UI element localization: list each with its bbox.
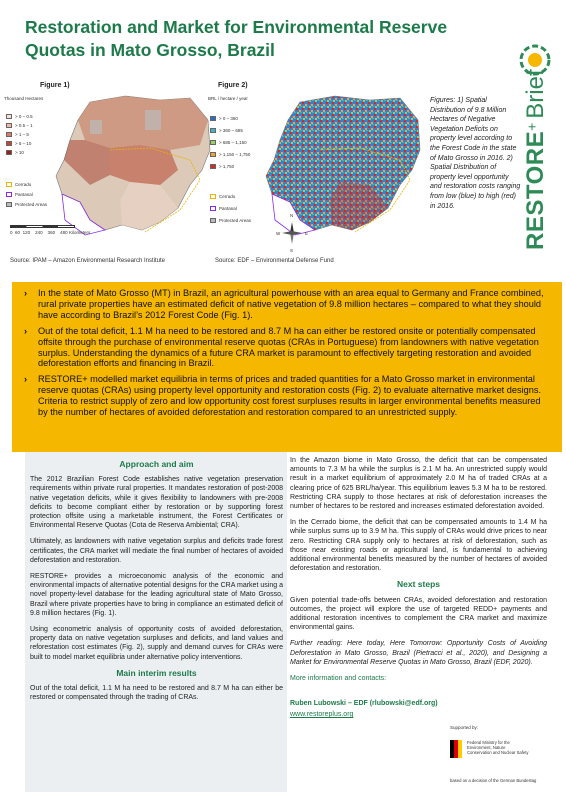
key-message-1: › In the state of Mato Grosso (MT) in Brazil, an agricultural powerhouse with an area equal to Germany and France combined, rural private properties have an estimated deficit of native vegetation of 9.8 million hectares – compared to what they should have according to Brazil’s 2012 Forest Code (Fig. 1).	[24, 288, 544, 320]
approach-para-2: Ultimately, as landowners with native vegetation surplus and deficits trade forest certificates, the CRA market will mediate the final number of hectares of avoided deforestation and restoration.	[30, 538, 283, 564]
fig2-legend-cerrado: Cerrado	[210, 194, 235, 199]
website-link[interactable]: www.restoreplus.org	[290, 711, 354, 719]
bmu-logo	[450, 740, 530, 758]
key-messages-box	[12, 282, 562, 452]
further-reading: Further reading: Here today, Here Tomorrow: Opportunity Costs of Avoiding Deforestation in Mato Grosso, Brazil (Pietracci et al., 2020), and Designing a Market for Environmental Reserve Quotas in Mato Grosso, Brazil (EDF, 2020).	[290, 640, 547, 666]
fig1-legend-3: > 1 – 5	[6, 132, 29, 137]
approach-para-1: The 2012 Brazilian Forest Code establishes native vegetation preservation requirements within private rural properties. It mandates restoration of post-2008 native vegetation deficits, while it gives flexibility to landowners with pre-2008 deficits to become compliant either by restoration or by supporting forest protection offsite using a marketable instrument, the Forest Certificates or Environmental Reserve Quotas (Cota de Reserva Ambiental; CRA).	[30, 476, 283, 530]
figure1-source: Source: IPAM – Amazon Environmental Research Institute	[10, 258, 165, 264]
fig1-legend-1: > 0 – 0.5	[6, 114, 33, 119]
bmu-text: Federal Ministry for the Environment, Nature Conservation and Nuclear Safety	[467, 740, 529, 755]
federal-eagle-icon	[450, 740, 464, 758]
bundestag-note: based on a decision of the German Bundestag	[450, 778, 537, 783]
figure2-source: Source: EDF – Environmental Defense Fund	[215, 258, 334, 264]
brand-name: RESTORE	[522, 130, 549, 250]
compass-n: N	[290, 213, 294, 218]
results-heading: Main interim results	[116, 667, 197, 678]
compass-s: S	[290, 248, 294, 253]
fig2-legend-4: > 1,150 – 1,750	[210, 152, 250, 157]
right-column	[290, 456, 547, 720]
compass-icon	[280, 218, 304, 248]
next-steps-para: Given potential trade-offs between CRAs, avoided deforestation and restoration outcomes, the project will explore the use of targeted REDD+ payments and additional restoration incentives to complement the CRA market and maximize environmental gains.	[290, 596, 547, 632]
page-title: Restoration and Market for Environmental Reserve Quotas in Mato Grosso, Brazil	[25, 17, 448, 60]
fig1-legend-5: > 10	[6, 150, 24, 155]
next-steps-heading: Next steps	[397, 579, 440, 590]
chevron-right-icon: ›	[24, 374, 28, 385]
compass-w: W	[276, 231, 281, 236]
cerrado-para: In the Cerrado biome, the deficit that can be compensated amounts to 1.4 M ha while surplus sums up to 3.9 M ha. This supply of CRAs would drive prices to near zero. Restricting CRA supply only to hectares at risk of deforestation, such as those near existing roads or agricultural land, is fundamental to achieving additional environmental benefits measured by the number of hectares of avoided deforestation and restoration.	[290, 519, 547, 573]
fig2-legend-5: > 1,750	[210, 164, 234, 169]
figure2-label: Figure 2)	[218, 82, 248, 89]
fig1-scale: 0 60 120 240 360 480 Kilometers	[10, 230, 91, 235]
approach-heading: Approach and aim	[119, 459, 194, 469]
key-message-3: › RESTORE+ modelled market equilibria in terms of prices and traded quantities for a Mato Grosso market in environmental reserve quotas (CRAs) using property level opportunity and restoration costs (Fig. 2) to evaluate alternative market designs. Criteria to restrict supply of zero and low opportunity cost forest surpluses results in larger environmental benefits measured by the number of hectares of avoided deforestation and restoration compared to an unrestricted supply.	[24, 374, 542, 418]
fig2-legend-protected: Protected Areas	[210, 218, 251, 223]
supported-by-label: Supported by:	[450, 725, 479, 730]
approach-para-4: Using econometric analysis of opportunity costs of avoided deforestation, property data on native vegetation surpluses and deficits, and land values and reforestation cost estimates (Fig. 2), supply and demand curves for CRAs were built to model market equilibria under alternative policy interventions.	[30, 626, 283, 661]
fig1-legend-4: > 5 – 10	[6, 141, 31, 146]
compass-e: E	[305, 231, 309, 236]
figure1-unit: Thousand Hectares	[4, 96, 44, 101]
contact-name[interactable]: Ruben Lubowski – EDF (rlubowski@edf.org)	[290, 700, 438, 708]
fig1-legend-cerrado: Cerrado	[6, 182, 31, 187]
fig2-legend-pantanal: Pantanal	[210, 206, 237, 211]
contact-title: More information and contacts:	[290, 675, 387, 683]
fig2-legend-1: > 0 – 360	[210, 116, 238, 121]
fig2-legend-2: > 360 – 685	[210, 128, 243, 133]
brand-plus: +	[523, 122, 540, 131]
figures-caption: Figures: 1) Spatial Distribution of 9.8 Million Hectares of Negative Vegetation Deficits on property level according to the Forest Code in the state of Mato Grosso in 2016. 2) Spatial Distribution of property level opportunity and restoration costs ranging from low (blue) to high (red) in 2016.	[430, 97, 521, 210]
figure1-label: Figure 1)	[40, 82, 70, 89]
left-column	[30, 456, 283, 709]
amazon-para: In the Amazon biome in Mato Grosso, the deficit that can be compensated amounts to 7.3 M ha while the surplus is 2.1 M ha. An unrestricted supply would result in a market equilibrium of approximately 2.0 M ha of traded CRAs at a clearing price of 625 BRL/ha/year. This equilibrium leaves 5.3 M ha to be restored. Restricting CRA supply to those hectares at risk of deforestation increases the number of hectares to be restored and increases estimated deforestation avoided.	[290, 457, 547, 511]
chevron-right-icon: ›	[24, 325, 28, 336]
brand-brief: Brief	[522, 69, 549, 119]
figures-panel	[0, 78, 425, 268]
fig1-legend-pantanal: Pantanal	[6, 192, 33, 197]
fig1-legend-2: > 0.5 – 1	[6, 123, 33, 128]
fig1-scale-bar	[10, 225, 75, 228]
fig1-legend-protected: Protected Areas	[6, 202, 47, 207]
chevron-right-icon: ›	[24, 288, 28, 298]
figure1-map	[50, 90, 215, 240]
brand-vertical	[522, 10, 550, 250]
fig2-legend-3: > 685 – 1,150	[210, 140, 247, 145]
figure2-unit: BRL / hectare / year	[208, 96, 248, 101]
key-message-2: › Out of the total deficit, 1.1 M ha need to be restored and 8.7 M ha can either be restored onsite or potentially compensated offsite through the purchase of environmental reserve quotas (CRAs in Portuguese) from landowners with native vegetation surplus. Understanding the dynamics of a future CRA market is paramount to effectively targeting restoration and avoided deforestation efforts and financing in Brazil.	[24, 325, 539, 369]
approach-para-3: RESTORE+ provides a microeconomic analysis of the economic and environmental impacts of alternative potential designs for the CRA market using a novel property-level database for the leading agricultural state of Mato Grosso, Brazil where private properties have to bring in compliance an estimated deficit of 9.8 million hectares (Fig. 1).	[30, 573, 283, 617]
results-para-1: Out of the total deficit, 1.1 M ha need to be restored and 8.7 M ha can either be restored or compensated through the trading of CRAs.	[30, 685, 283, 702]
